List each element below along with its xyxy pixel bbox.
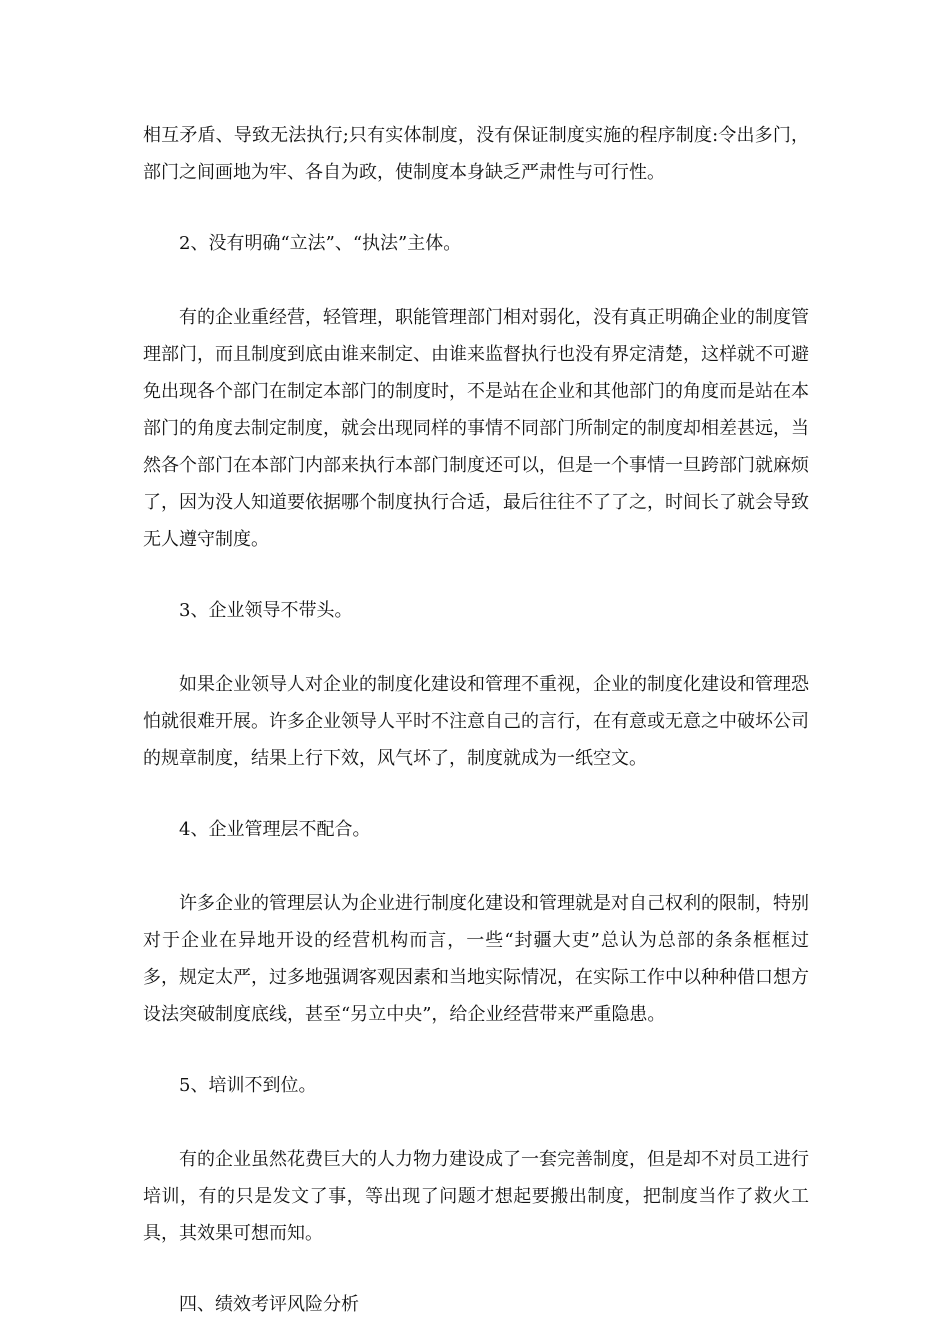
paragraph-intro-continuation: 相互矛盾、导致无法执行;只有实体制度，没有保证制度实施的程序制度:令出多门，部门之间画地为牢、各自为政，使制度本身缺乏严肃性与可行性。 bbox=[143, 125, 809, 183]
section-heading-2: 2、没有明确“立法”、“执法”主体。 bbox=[179, 233, 462, 254]
section-heading-4: 4、企业管理层不配合。 bbox=[179, 819, 371, 840]
spacer bbox=[143, 1252, 809, 1286]
spacer bbox=[143, 262, 809, 299]
chapter-heading-four: 四、绩效考评风险分析 bbox=[179, 1294, 359, 1315]
paragraph-section-2: 有的企业重经营，轻管理，职能管理部门相对弱化，没有真正明确企业的制度管理部门，而且制度到底由谁来制定、由谁来监督执行也没有界定清楚，这样就不可避免出现各个部门在制定本部门的制度时，不是站在企业和其他部门的角度而是站在本部门的角度去制定制度，就会出现同样的事情不同部门所制定的制度却相差甚远，当然各个部门在本部门内部来执行本部门制度还可以，但是一个事情一旦跨部门就麻烦了，因为没人知道要依据哪个制度执行合适，最后往往不了了之，时间长了就会导致无人遵守制度。 bbox=[143, 307, 809, 550]
section-heading-3: 3、企业领导不带头。 bbox=[179, 600, 353, 621]
document-body bbox=[143, 117, 809, 1323]
section-heading-5: 5、培训不到位。 bbox=[179, 1075, 317, 1096]
paragraph-section-4: 许多企业的管理层认为企业进行制度化建设和管理就是对自己权利的限制，特别对于企业在异地开设的经营机构而言，一些“封疆大吏”总认为总部的条条框框过多，规定太严，过多地强调客观因素和当地实际情况，在实际工作中以种种借口想方设法突破制度底线，甚至“另立中央”，给企业经营带来严重隐患。 bbox=[143, 893, 809, 1025]
spacer bbox=[143, 848, 809, 885]
spacer bbox=[143, 191, 809, 225]
paragraph-section-3: 如果企业领导人对企业的制度化建设和管理不重视，企业的制度化建设和管理恐怕就很难开展。许多企业领导人平时不注意自己的言行，在有意或无意之中破坏公司的规章制度，结果上行下效，风气坏了，制度就成为一纸空文。 bbox=[143, 674, 809, 769]
paragraph-section-5: 有的企业虽然花费巨大的人力物力建设成了一套完善制度，但是却不对员工进行培训，有的只是发文了事，等出现了问题才想起要搬出制度，把制度当作了救火工具，其效果可想而知。 bbox=[143, 1149, 809, 1244]
spacer bbox=[143, 1104, 809, 1141]
spacer bbox=[143, 777, 809, 811]
spacer bbox=[143, 629, 809, 666]
spacer bbox=[143, 558, 809, 592]
spacer bbox=[143, 1033, 809, 1067]
